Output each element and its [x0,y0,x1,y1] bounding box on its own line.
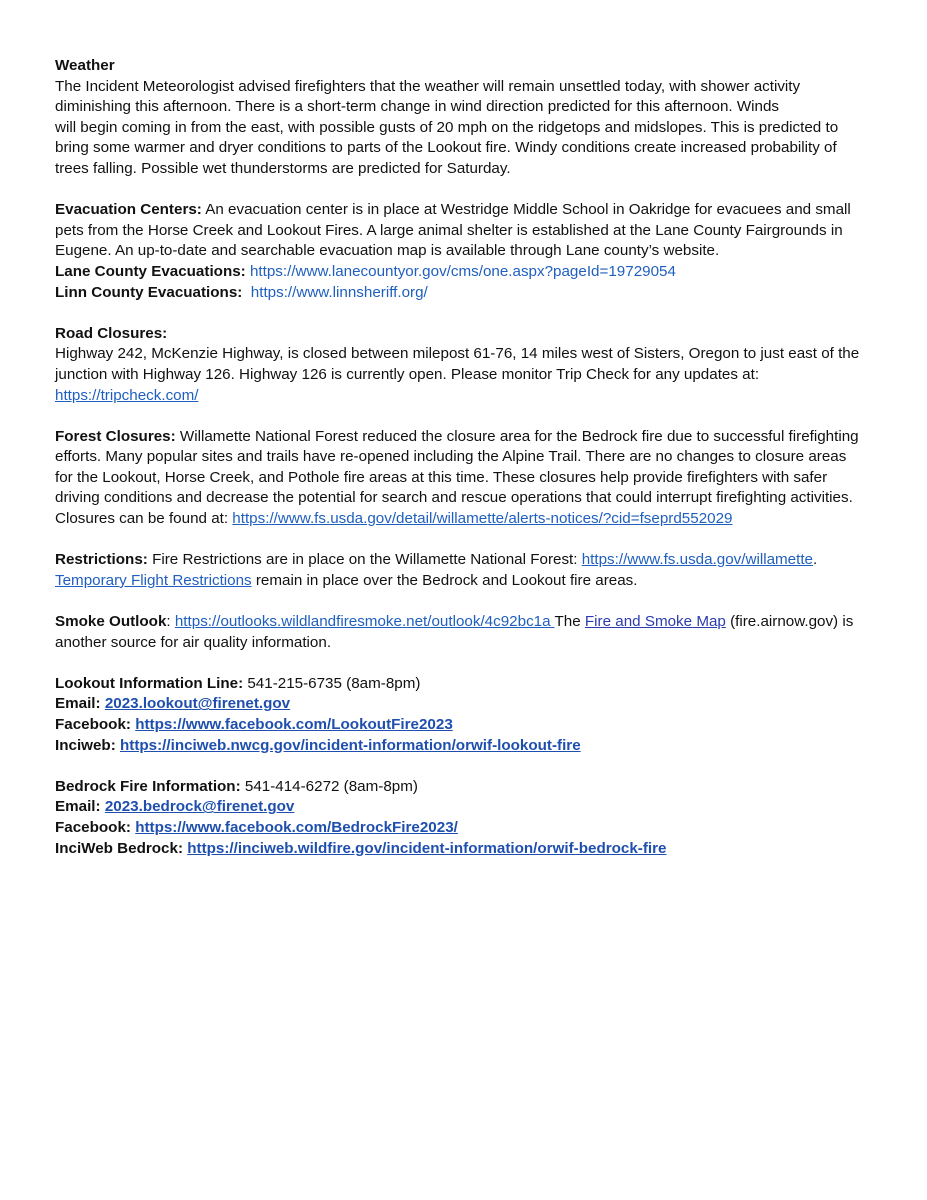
lookout-email-label: Email: [55,695,101,713]
lookout-facebook-label: Facebook: [55,716,131,733]
smoke-outlook-label: Smoke Outlook [55,613,167,631]
lane-evacuations-link[interactable]: https://www.lanecountyor.gov/cms/one.aspx?pageId=19729054 [249,262,676,280]
restrictions-section: Restrictions: Fire Restrictions are in place on the Willamette National Forest: https://www.fs.usda.gov/willamette. Temporary Flight Restrictions remain in place over the Bedrock and Lookout fire areas. [55,551,818,589]
lane-evacuations-label: Lane County Evacuations: [55,262,246,280]
bedrock-facebook-label: Facebook: [55,818,131,836]
lookout-phone: 541-215-6735 (8am-8pm) [243,674,421,692]
smoke-outlook-link[interactable]: https://outlooks.wildlandfiresmoke.net/outlook/4c92bc1a [174,613,555,631]
road-closures-section: Road Closures: Highway 242, McKenzie Highway, is closed between milepost 61-76, 14 miles west of Sisters, Oregon to just east of the junction with Highway 126. Highway 126 is currently open. Please monitor Trip Check for any updates at: https://tripcheck.com/ [55,324,860,404]
temporary-flight-restrictions-link[interactable]: Temporary Flight Restrictions [55,571,252,589]
bedrock-contact-section [55,777,875,859]
bedrock-facebook-link[interactable]: https://www.facebook.com/BedrockFire2023/ [135,818,458,836]
road-closures-label: Road Closures: [55,324,168,342]
forest-closures-label: Forest Closures: [55,427,176,445]
weather-section [55,56,875,180]
lookout-facebook-link[interactable]: https://www.facebook.com/LookoutFire2023 [135,716,453,733]
weather-line: bring some warmer and dryer conditions to parts of the Lookout fire. Windy conditions create increased probability of [55,139,837,157]
weather-heading: Weather [55,57,115,74]
weather-line: will begin coming in from the east, with possible gusts of 20 mph on the ridgetops and midslopes. This is predicted to [55,118,839,136]
document-page [55,56,875,859]
willamette-link[interactable]: https://www.fs.usda.gov/willamette [581,551,814,569]
restrictions-label: Restrictions: [55,551,148,569]
weather-line: trees falling. Possible wet thunderstorms are predicted for Saturday. [55,159,511,177]
forest-closures-link[interactable]: https://www.fs.usda.gov/detail/willamette/alerts-notices/?cid=fseprd552029 [232,510,733,528]
lookout-email-link[interactable]: 2023.lookout@firenet.gov [104,695,291,713]
linn-evacuations-label: Linn County Evacuations: [55,283,243,301]
weather-line: The Incident Meteorologist advised firefighters that the weather will remain unsettled today, with shower activity [55,77,801,95]
tripcheck-link[interactable]: https://tripcheck.com/ [55,386,199,404]
lookout-contact-section [55,674,875,756]
evacuation-section: Evacuation Centers: An evacuation center is in place at Westridge Middle School in Oakridge for evacuees and small pets from the Horse Creek and Lookout Fires. A large animal shelter is established at the Lane County Fairgrounds in Eugene. An up-to-date and searchable evacuation map is available through Lane county’s website. Lane County Evacuations: https://www.lanecountyor.gov/cms/one.aspx?pageId=19729054 Linn County Evacuations: https://www.linnsheriff.org/ [55,201,851,301]
lookout-info-label: Lookout Information Line: [55,674,244,692]
bedrock-info-label: Bedrock Fire Information: [55,777,241,795]
bedrock-email-label: Email: [55,798,101,816]
fire-and-smoke-map-link[interactable]: Fire and Smoke Map [584,613,726,631]
weather-line: diminishing this afternoon. There is a short-term change in wind direction predicted for this afternoon. Winds [55,98,780,116]
lookout-inciweb-link[interactable]: https://inciweb.nwcg.gov/incident-information/orwif-lookout-fire [120,736,581,754]
bedrock-email-link[interactable]: 2023.bedrock@firenet.gov [104,798,295,816]
linn-evacuations-link[interactable]: https://www.linnsheriff.org/ [250,283,428,301]
bedrock-inciweb-link[interactable]: https://inciweb.wildfire.gov/incident-information/orwif-bedrock-fire [187,839,667,857]
forest-closures-section: Forest Closures: Willamette National Forest reduced the closure area for the Bedrock fire due to successful firefighting efforts. Many popular sites and trails have re-opened including the Alpine Trail. There are no changes to closure areas for the Lookout, Horse Creek, and Pothole fire areas at this time. These closures help provide firefighters with safer driving conditions and decrease the potential for search and rescue operations that could interrupt firefighting activities. Closures can be found at: https://www.fs.usda.gov/detail/willamette/alerts-notices/?cid=fseprd552029 [55,427,859,528]
bedrock-phone: 541-414-6272 (8am-8pm) [240,777,418,795]
evacuation-label: Evacuation Centers: [55,201,202,219]
lookout-inciweb-label: Inciweb: [55,736,116,754]
bedrock-inciweb-label: InciWeb Bedrock: [55,839,183,857]
smoke-outlook-section: Smoke Outlook: https://outlooks.wildlandfiresmoke.net/outlook/4c92bc1a The Fire and Smoke Map (fire.airnow.gov) is another source for air quality information. [55,613,854,651]
